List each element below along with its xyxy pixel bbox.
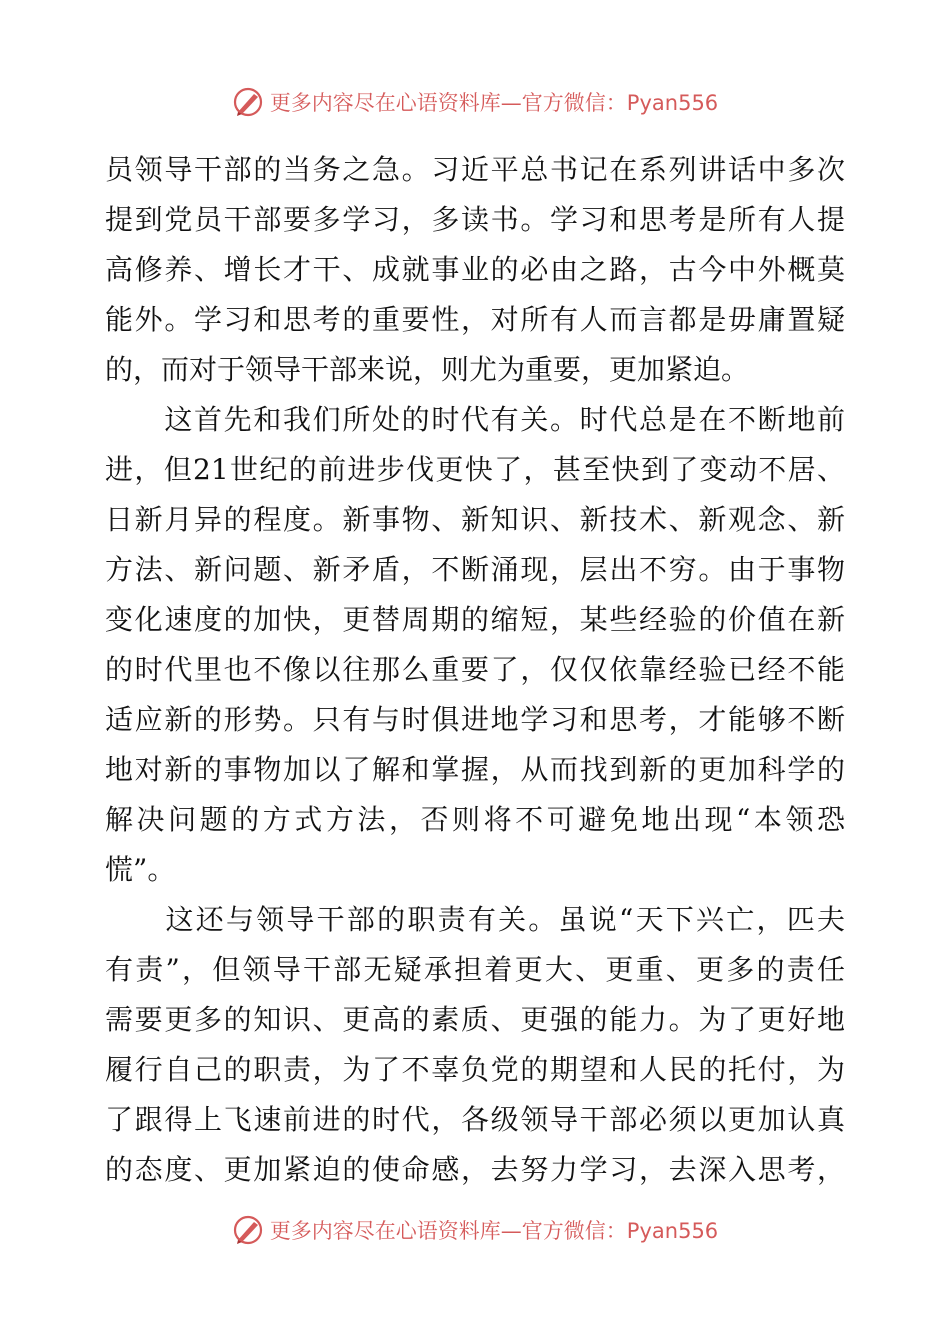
header-banner-text: 更多内容尽在心语资料库—官方微信：Pyan556 <box>269 91 719 115</box>
text-line: 变化速度的加快，更替周期的缩短，某些经验的价值在新 <box>105 603 845 636</box>
text-line: 的，而对于领导干部来说，则尤为重要，更加紧迫。 <box>105 353 750 386</box>
text-line: 日新月异的程度。新事物、新知识、新技术、新观念、新 <box>105 503 845 536</box>
text-line: 高修养、增长才干、成就事业的必由之路，古今中外概莫 <box>105 253 845 286</box>
pen-logo-icon <box>232 1214 264 1246</box>
document-body <box>105 145 845 1195</box>
text-line: 慌”。 <box>105 853 176 886</box>
header-banner <box>0 82 950 122</box>
text-line: 提到党员干部要多学习，多读书。学习和思考是所有人提 <box>105 203 845 236</box>
text-line: 地对新的事物加以了解和掌握，从而找到新的更加科学的 <box>105 753 845 786</box>
text-line: 的时代里也不像以往那么重要了，仅仅依靠经验已经不能 <box>105 653 845 686</box>
footer-banner <box>0 1210 950 1250</box>
text-line: 的态度、更加紧迫的使命感，去努力学习，去深入思考， <box>105 1153 845 1186</box>
text-line: 员领导干部的当务之急。习近平总书记在系列讲话中多次 <box>105 153 845 186</box>
pen-logo-icon <box>232 86 264 118</box>
text-line: 履行自己的职责，为了不辜负党的期望和人民的托付，为 <box>105 1053 845 1086</box>
text-line: 需要更多的知识、更高的素质、更强的能力。为了更好地 <box>105 1003 845 1036</box>
text-line: 有责”，但领导干部无疑承担着更大、更重、更多的责任 <box>105 953 845 986</box>
text-line: 方法、新问题、新矛盾，不断涌现，层出不穷。由于事物 <box>105 553 845 586</box>
text-line: 了跟得上飞速前进的时代，各级领导干部必须以更加认真 <box>105 1103 845 1136</box>
text-line: 能外。学习和思考的重要性，对所有人而言都是毋庸置疑 <box>105 303 845 336</box>
text-line: 适应新的形势。只有与时俱进地学习和思考，才能够不断 <box>105 703 845 736</box>
text-line: 这还与领导干部的职责有关。虽说“天下兴亡，匹夫 <box>105 903 845 936</box>
text-line: 解决问题的方式方法，否则将不可避免地出现“本领恐 <box>105 803 845 836</box>
footer-banner-text: 更多内容尽在心语资料库—官方微信：Pyan556 <box>269 1219 719 1243</box>
text-line: 进，但21世纪的前进步伐更快了，甚至快到了变动不居、 <box>105 453 845 486</box>
text-line: 这首先和我们所处的时代有关。时代总是在不断地前 <box>105 403 845 436</box>
